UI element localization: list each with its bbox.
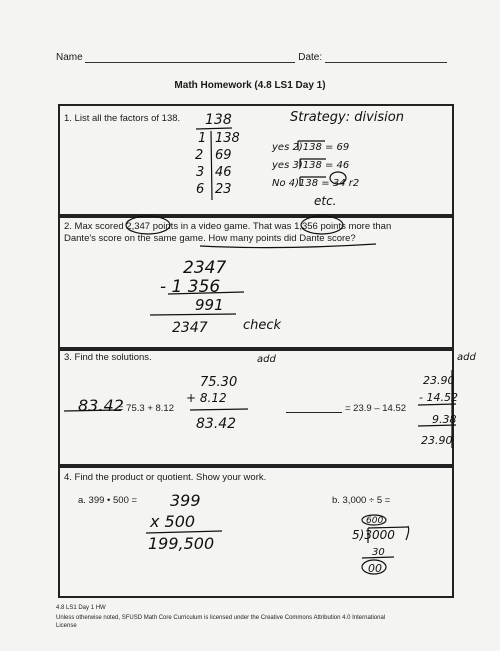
q4-hw-div-setup: 5)3000 [352,528,395,542]
q1-hw-number: 138 [205,112,232,128]
q2-hw-minuend: 2347 [183,258,227,278]
q1-bracket-2 [300,159,326,168]
q1-hw-work-4: etc. [314,194,337,208]
question-3-prompt: 3. Find the solutions. [64,352,152,363]
q1-hw-left-1: 1 [198,131,207,146]
question-3-equation-2: = 23.9 – 14.52 [345,403,407,414]
q1-hw-left-2: 2 [195,148,204,163]
q1-remainder-circle [330,172,346,184]
question-2-prompt-line-1: 2. Max scored 2,347 points in a video game. That was 1,356 points more than [64,221,392,232]
q4-div-bracket [368,527,408,543]
name-label: Name [56,52,83,63]
question-3-equation-1: = 75.3 + 8.12 [118,403,174,414]
q1-hw-strategy: Strategy: division [290,110,404,125]
q1-hw-work-2: yes 3)138 = 46 [272,160,350,171]
q2-rule-1 [168,292,244,294]
q4-hw-mult-mid: x 500 [150,512,196,531]
q3-hw-answer-1: 83.42 [78,396,124,415]
footer-line-2: Unless otherwise noted, SFUSD Math Core Curriculum is licensed under the Creative Commons Attribution 4.0 International [56,615,386,621]
q4-div-step-rule [362,557,394,558]
q1-hw-right-2: 69 [215,148,232,163]
footer-line-1: 4.8 LS1 Day 1 HW [56,605,106,611]
q4-div-quotient-circle [362,515,386,525]
q3-hw-stack-2-mid: - 14.52 [419,391,458,404]
q2-circle-2347 [126,216,170,234]
q4-mult-rule [146,531,222,533]
q4-div-arrow [406,526,409,540]
q3-hw-stack-2-check: 23.90 [421,434,453,447]
q2-circle-1356 [301,216,343,234]
q2-hw-check-word: check [243,318,282,333]
q3-stack-2-rule-1 [418,404,456,405]
q1-hw-right-1: 138 [215,131,240,146]
q1-hw-right-3: 46 [215,165,232,180]
question-4b-label: b. 3,000 ÷ 5 = [332,495,391,506]
q3-hw-stack-1-sum: 83.42 [196,416,237,432]
q1-bracket-3 [300,177,326,186]
q4-div-remainder-circle [362,560,386,574]
q1-hw-work-3: No 4)138 = 34 r2 [272,178,360,189]
q2-hw-result: 991 [195,296,224,314]
question-2-prompt-line-2: Dante's score on the same game. How many points did Dante score? [64,233,356,244]
q1-top-rule [196,128,232,129]
q3-hw-stack-2-diff: 9.38 [432,413,457,426]
q3-hw-stack-1-top: 75.30 [200,375,238,390]
question-4a-label: a. 399 • 500 = [78,495,138,506]
date-label: Date: [298,52,323,63]
q2-question-underline [200,244,376,248]
q3-stack-1-rule [190,409,248,410]
question-1-prompt: 1. List all the factors of 138. [64,113,181,124]
question-4-prompt: 4. Find the product or quotient. Show your work. [64,472,267,483]
q4-hw-div-step: 30 [372,547,385,558]
page-title: Math Homework (4.8 LS1 Day 1) [174,80,326,91]
q1-bracket-1 [298,141,325,150]
q1-hw-left-3: 3 [196,165,205,180]
q4-hw-div-quotient: 600 [366,516,384,526]
q1-t-chart-vertical [211,131,212,200]
q3-answer-1-underline [64,410,118,411]
q1-hw-left-4: 6 [196,182,205,197]
q3-hw-add-note-2: add [457,352,476,363]
q3-hw-stack-1-mid: + 8.12 [186,391,227,405]
q3-hw-add-note-1: add [257,354,276,365]
q3-hw-stack-2-top: 23.90 [423,374,455,387]
q2-rule-2 [150,314,236,315]
q4-hw-mult-top: 399 [170,491,201,510]
q2-hw-check-sum: 2347 [172,320,208,336]
q1-hw-right-4: 23 [215,182,232,197]
q4-hw-mult-product: 199,500 [148,534,215,553]
q4-hw-div-remainder: 00 [368,562,382,575]
footer-line-3: License [56,623,77,629]
q2-hw-subtrahend: - 1 356 [160,277,221,297]
q1-hw-work-1: yes 2)138 = 69 [272,142,350,153]
q3-stack-2-rule-2 [418,425,456,426]
